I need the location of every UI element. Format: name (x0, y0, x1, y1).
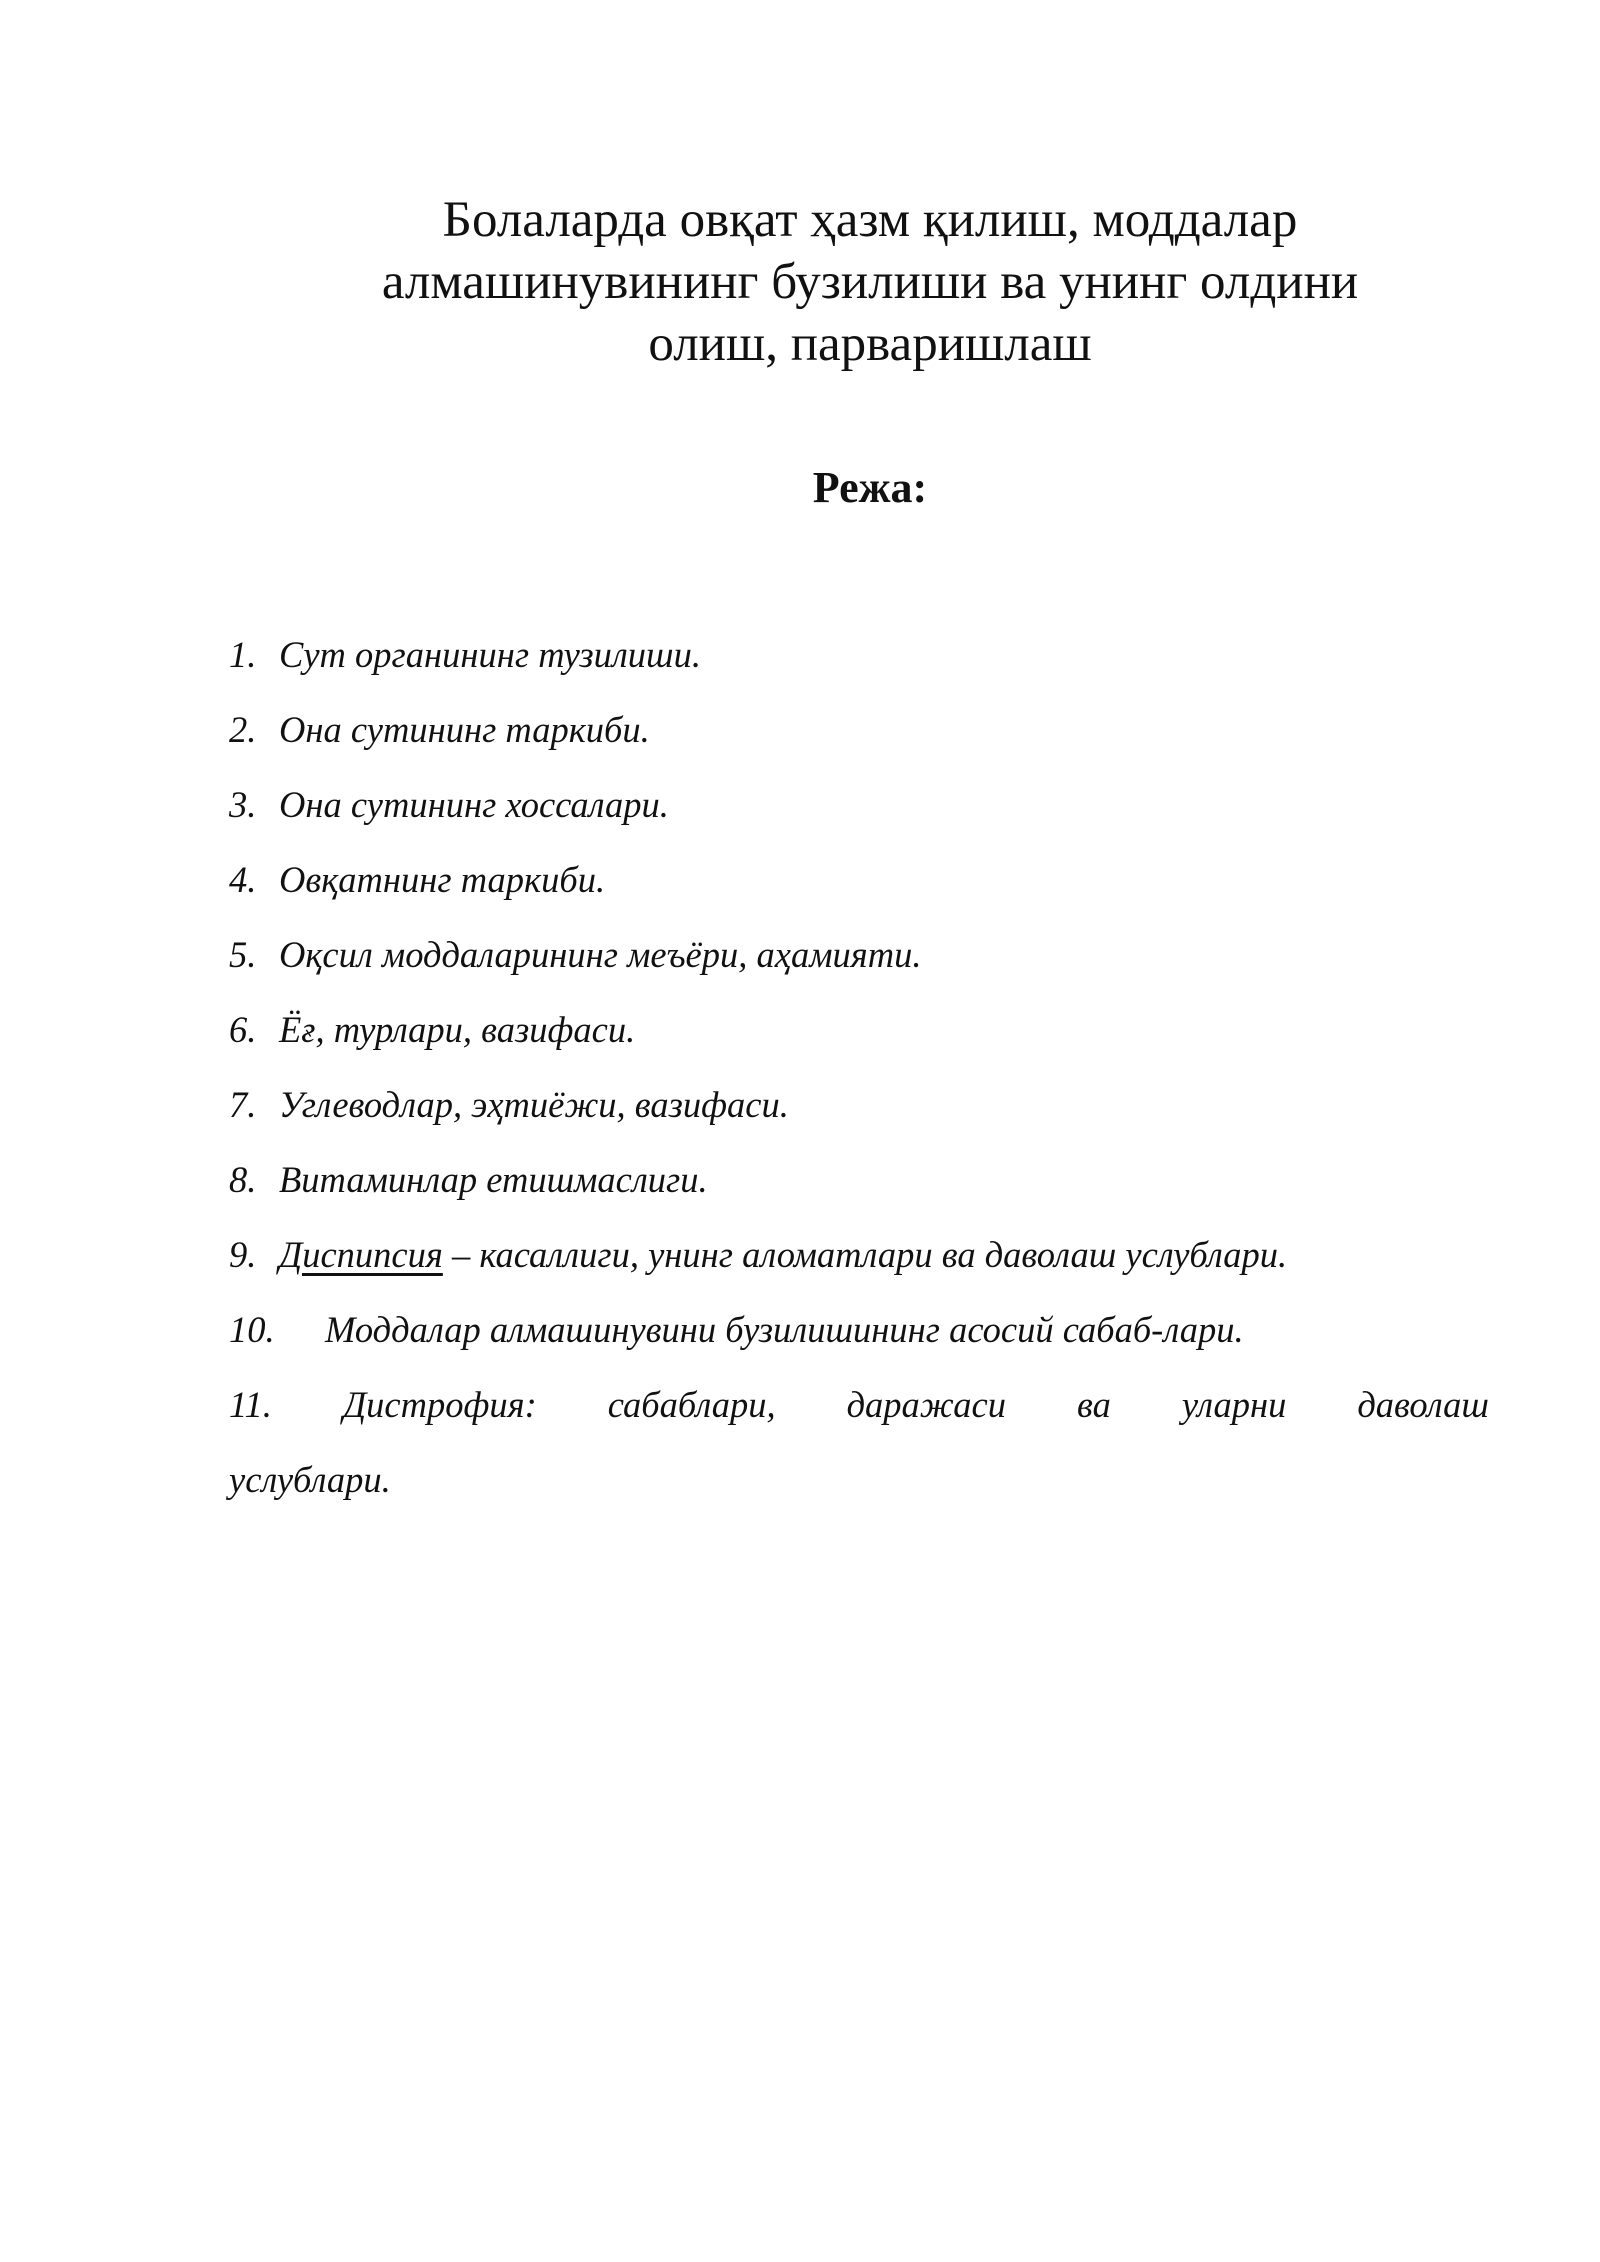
list-item-number: 7. (229, 1084, 257, 1125)
list-item (229, 992, 1489, 1067)
list-item-continuation: услублари. (229, 1459, 391, 1500)
list-item-number: 3. (229, 784, 257, 825)
list-item-word: даволаш (1357, 1384, 1489, 1425)
list-item-text: Она сутининг хоссалари. (279, 784, 669, 825)
list-item-number: 5. (229, 934, 257, 975)
title-line-3: олиш, парваришлаш (648, 316, 1092, 373)
list-item (229, 1067, 1489, 1142)
list-item-text: Овқатнинг таркиби. (279, 859, 606, 900)
list-item (229, 692, 1489, 767)
list-item (229, 917, 1489, 992)
list-item-text: Оқсил моддаларининг меъёри, аҳамияти. (279, 934, 922, 975)
list-item-number: 9. (229, 1234, 257, 1275)
list-item-number: 11. (229, 1384, 272, 1425)
list-item (229, 1142, 1489, 1217)
list-item (229, 767, 1489, 842)
plan-list (229, 617, 1489, 1517)
list-item-text: Она сутининг таркиби. (279, 709, 650, 750)
list-item (229, 842, 1489, 917)
list-item-text: Моддалар алмашинувини бузилишининг асосий сабаб-лари. (325, 1309, 1244, 1350)
list-item-number: 10. (229, 1309, 275, 1350)
list-item-text: Витаминлар етишмаслиги. (279, 1159, 708, 1200)
list-item-text: Ёғ, турлари, вазифаси. (279, 1009, 636, 1050)
list-item (229, 617, 1489, 692)
list-item-number: 4. (229, 859, 257, 900)
list-item-text: Сут органининг тузилиши. (279, 634, 701, 675)
document-title (230, 189, 1510, 375)
list-item-word: уларни (1181, 1384, 1287, 1425)
list-item-number: 6. (229, 1009, 257, 1050)
list-item-first-line (229, 1367, 1489, 1442)
list-item (229, 1292, 1489, 1367)
list-item-text: – касаллиги, унинг аломатлари ва даволаш услублари. (442, 1234, 1288, 1275)
title-line-1: Болаларда овқат ҳазм қилиш, моддалар (442, 192, 1298, 249)
list-item-word: ва (1077, 1384, 1111, 1425)
list-item-word: даражаси (846, 1384, 1006, 1425)
plan-heading: Режа: (812, 463, 928, 512)
title-line-2: алмашинувининг бузилиши ва унинг олдини (381, 254, 1359, 311)
list-item-number: 2. (229, 709, 257, 750)
underlined-term: Диспипсия (279, 1234, 443, 1275)
list-item-text: Углеводлар, эҳтиёжи, вазифаси. (279, 1084, 789, 1125)
list-item (229, 1217, 1489, 1292)
list-item-number: 1. (229, 634, 257, 675)
list-item-word: Дистрофия: (342, 1384, 537, 1425)
list-item-number: 8. (229, 1159, 257, 1200)
list-item (229, 1367, 1489, 1517)
list-item-word: сабаблари, (607, 1384, 776, 1425)
